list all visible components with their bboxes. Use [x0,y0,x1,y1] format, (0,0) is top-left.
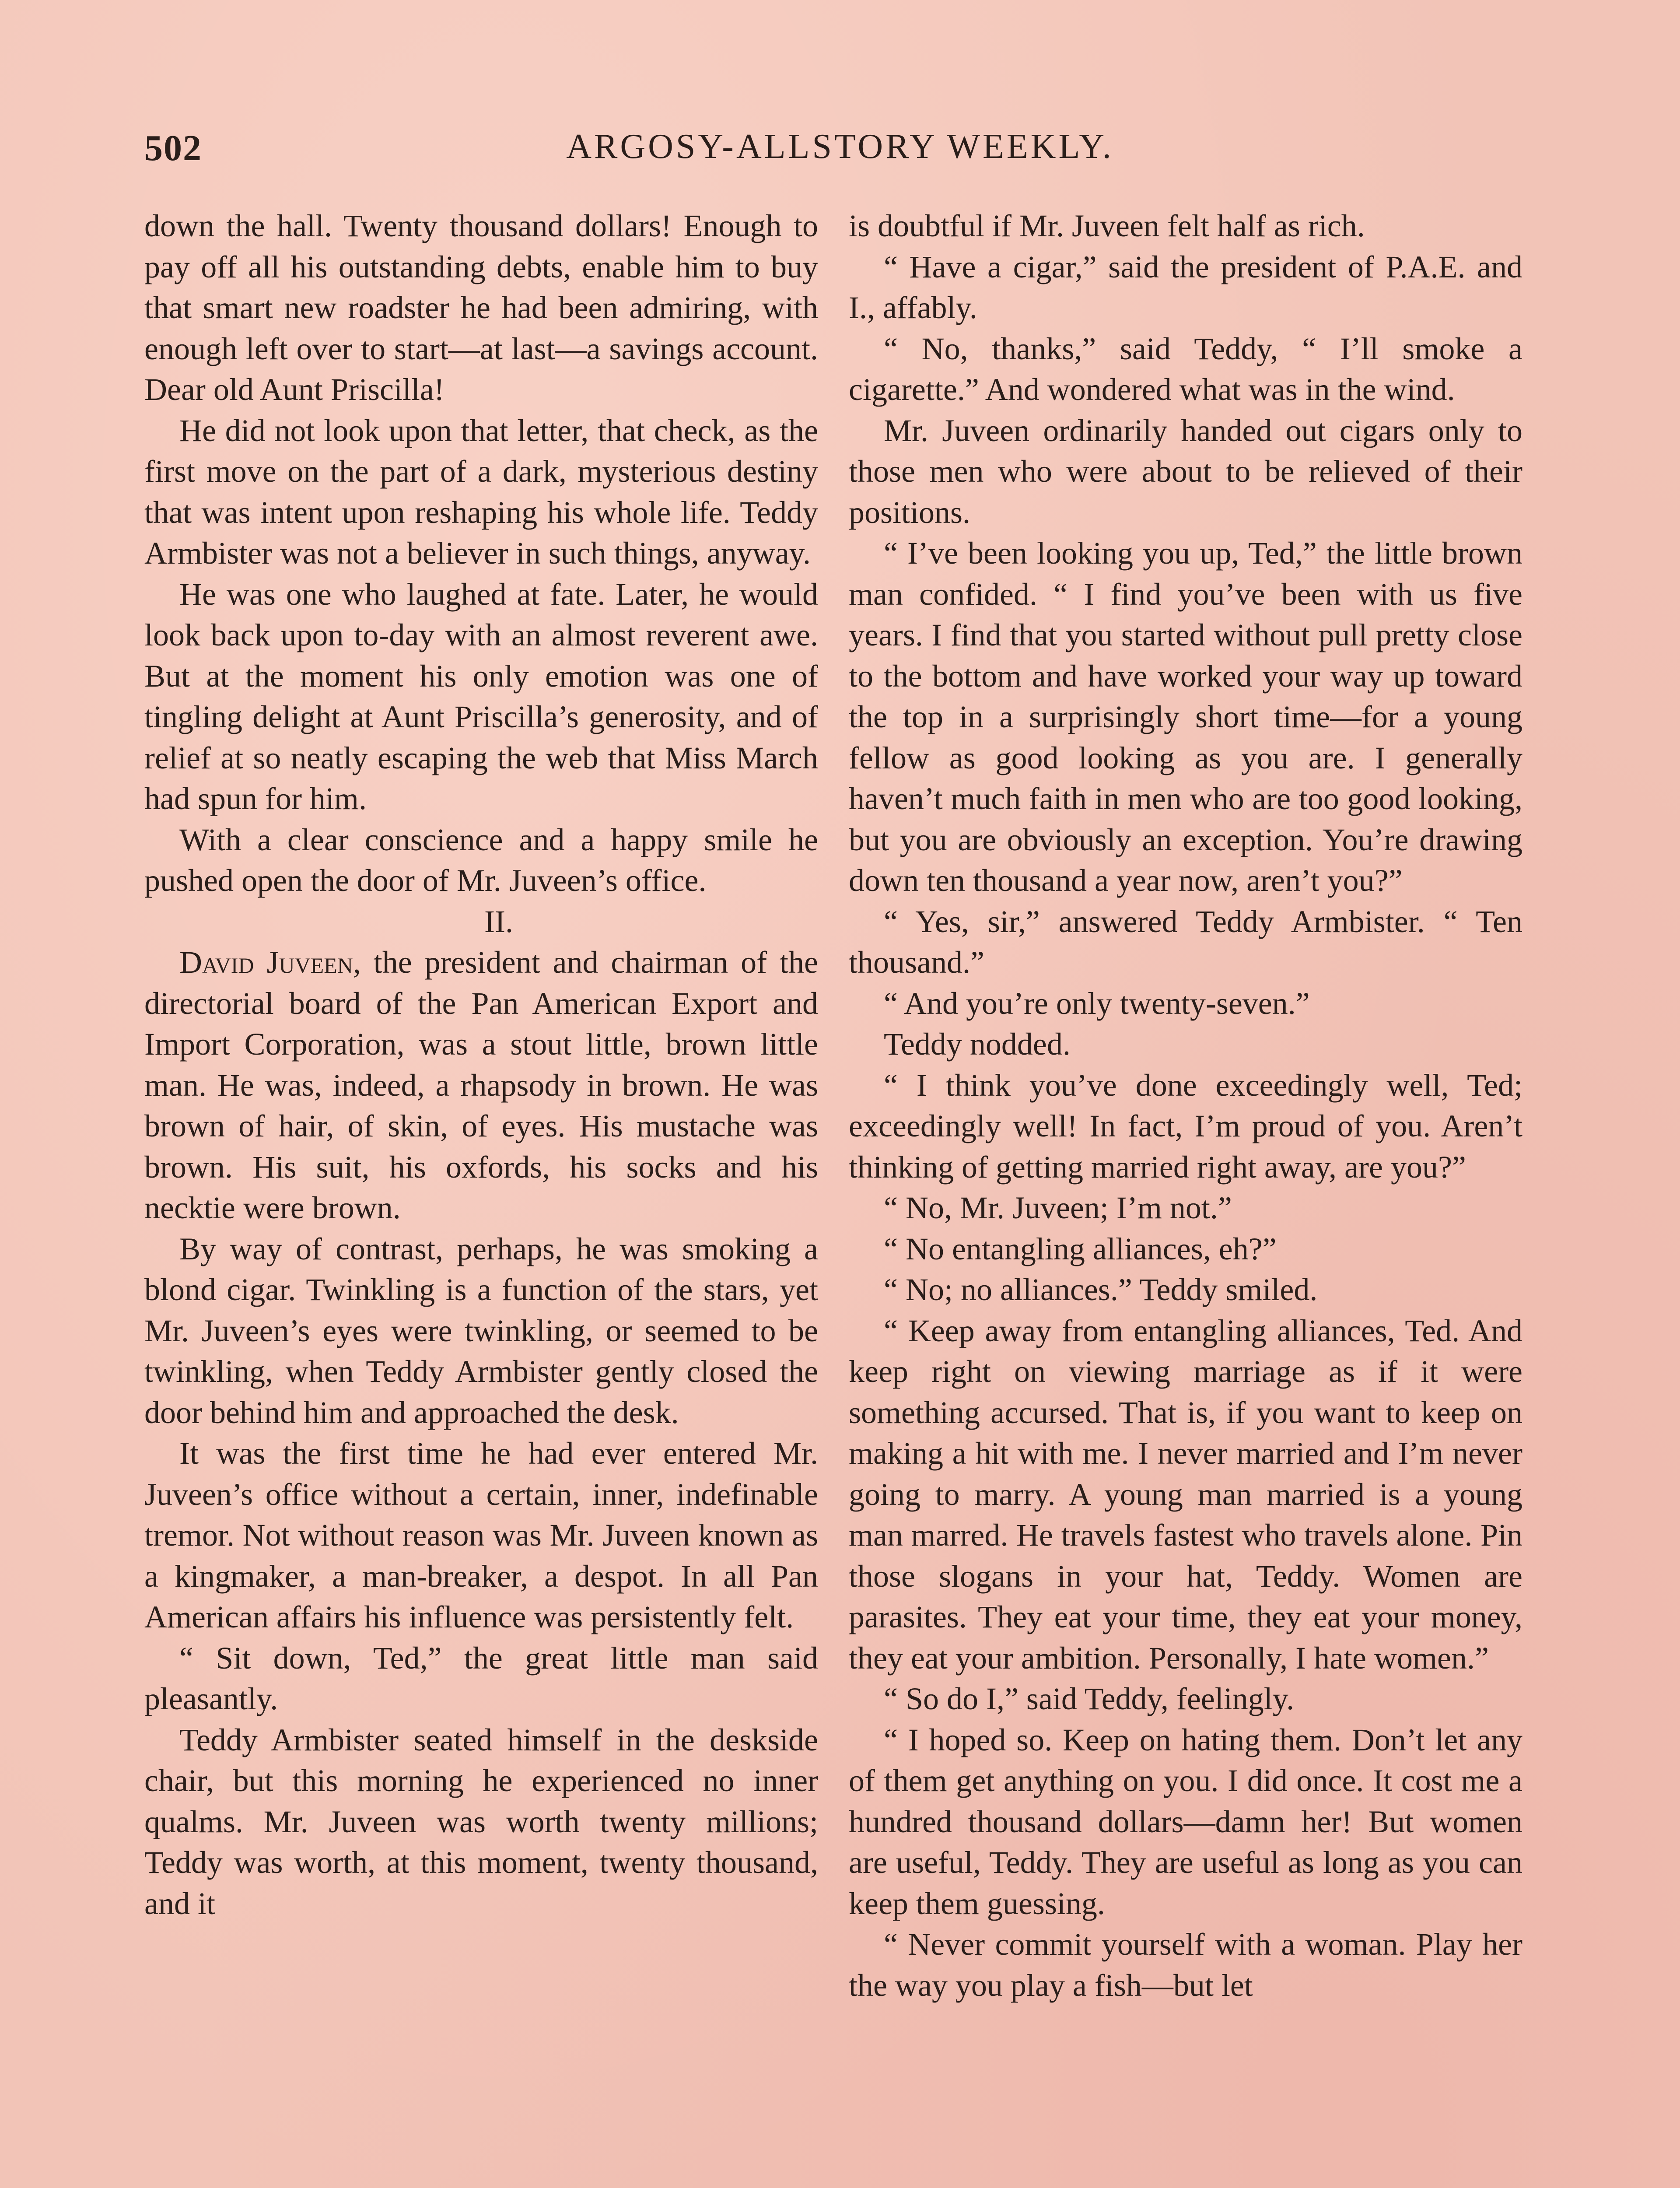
paragraph: “ I’ve been looking you up, Ted,” the little brown man confided. “ I find you’ve been with us five years. I find that you started without pull pretty close to the bottom and have worked your way up toward the top in a surprisingly short time—for a young fellow as good looking as you are. I generally haven’t much faith in men who are too good looking, but you are obviously an exception. You’re drawing down ten thousand a year now, aren’t you?” [849,536,1522,898]
character-name: David Juveen [179,945,353,980]
paragraph: “ I hoped so. Keep on hating them. Don’t let any of them get anything on you. I did once. It cost me a hundred thousand dollars—damn her! But women are useful, Teddy. They are useful as long as you can keep them guessing. [849,1722,1522,1921]
section-heading: II. [484,904,513,939]
paragraph: “ Keep away from entangling alliances, Ted. And keep right on viewing marriage as if it were something accursed. That is, if you want to keep on making a hit with me. I never married and I’m never going to marry. A young man married is a young man marred. He travels fastest who travels alone. Pin those slogans in your hat, Teddy. Women are parasites. They eat your time, they eat your money, they eat your ambition. Personally, I hate women.” [849,1313,1522,1676]
paragraph: “ No, Mr. Juveen; I’m not.” [884,1190,1232,1225]
left-column [144,206,818,1924]
paragraph: “ I think you’ve done exceedingly well, Ted; exceedingly well! In fact, I’m proud of you. Aren’t thinking of getting married right away, are you?” [849,1067,1522,1185]
paragraph: He was one who laughed at fate. Later, he would look back upon to-day with an almost reverent awe. But at the moment his only emotion was one of tingling delight at Aunt Priscilla’s generosity, and of relief at so neatly escaping the web that Miss March had spun for him. [144,576,818,816]
running-title: ARGOSY-ALLSTORY WEEKLY. [566,127,1114,166]
paragraph: By way of contrast, perhaps, he was smoking a blond cigar. Twinkling is a function of the stars, yet Mr. Juveen’s eyes were twinkling, or seemed to be twinkling, when Teddy Armbister gently closed the door behind him and approached the desk. [144,1231,818,1430]
paragraph: “ Have a cigar,” said the president of P.A.E. and I., affably. [849,249,1522,325]
paragraph: “ Never commit yourself with a woman. Play her the way you play a fish—but let [849,1927,1522,2003]
paragraph-text: , the president and chairman of the directorial board of the Pan American Export and Import Corporation, was a stout little, brown little man. He was, indeed, a rhapsody in brown. He was brown of hair, of skin, of eyes. His mustache was brown. His suit, his oxfords, his socks and his necktie were brown. [144,945,818,1225]
paragraph: He did not look upon that letter, that check, as the first move on the part of a dark, mysterious destiny that was intent upon reshaping his whole life. Teddy Armbister was not a believer in such things, anyway. [144,413,818,571]
paragraph: “ So do I,” said Teddy, feelingly. [884,1681,1295,1716]
paragraph: “ No, thanks,” said Teddy, “ I’ll smoke a cigarette.” And wondered what was in the wind. [849,331,1522,407]
page-header [144,127,1536,179]
paragraph: With a clear conscience and a happy smile he pushed open the door of Mr. Juveen’s office. [144,822,818,898]
paragraph: “ Yes, sir,” answered Teddy Armbister. “ Ten thousand.” [849,904,1522,980]
paragraph: “ Sit down, Ted,” the great little man said pleasantly. [144,1640,818,1716]
paragraph: down the hall. Twenty thousand dollars! Enough to pay off all his outstanding debts, enable him to buy that smart new roadster he had been admiring, with enough left over to start—at last—a savings account. Dear old Aunt Priscilla! [144,208,818,407]
paragraph: is doubtful if Mr. Juveen felt half as rich. [849,208,1365,243]
paragraph: Teddy Armbister seated himself in the deskside chair, but this morning he experienced no inner qualms. Mr. Juveen was worth twenty millions; Teddy was worth, at this moment, twenty thousand, and it [144,1722,818,1921]
paragraph: “ No entangling alliances, eh?” [884,1231,1277,1266]
paragraph: Mr. Juveen ordinarily handed out cigars only to those men who were about to be relieved of their positions. [849,413,1522,530]
paragraph: “ No; no alliances.” Teddy smiled. [884,1272,1318,1307]
paragraph: It was the first time he had ever entered Mr. Juveen’s office without a certain, inner, indefinable tremor. Not without reason was Mr. Juveen known as a kingmaker, a man-breaker, a despot. In all Pan American affairs his influence was persistently felt. [144,1436,818,1634]
page-number: 502 [144,128,202,168]
right-column [849,206,1522,2006]
paragraph: “ And you’re only twenty-seven.” [884,985,1310,1021]
paragraph: Teddy nodded. [884,1027,1071,1062]
paragraph [144,942,818,1229]
